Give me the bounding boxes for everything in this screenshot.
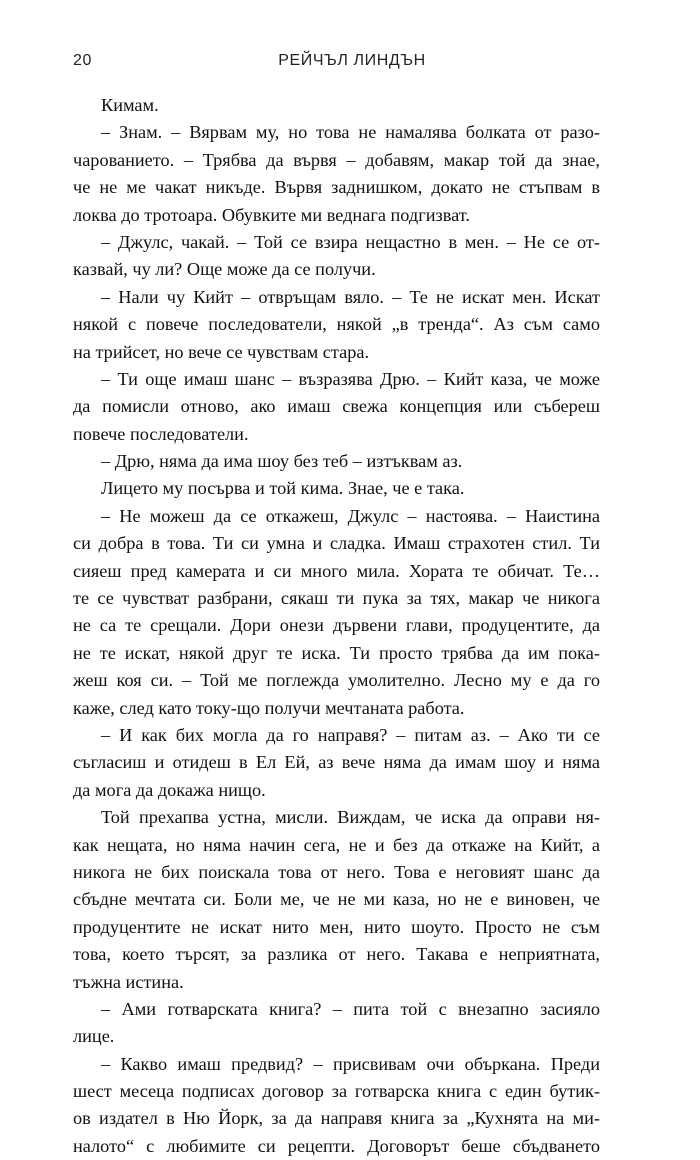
text-line: жеш коя си. – Той ме поглежда умолително. Лесно му е да го bbox=[73, 670, 600, 691]
text-line: – Ами готварската книга? – пита той с внезапно засияло bbox=[101, 998, 600, 1019]
text-line: никога не бих поискала това от него. Това е неговият шанс да bbox=[73, 861, 600, 882]
text-line: лице. bbox=[73, 1026, 115, 1047]
text-line: продуцентите не искат нито мен, нито шоуто. Просто не съм bbox=[73, 916, 600, 937]
text-line: – Какво имаш предвид? – присвивам очи объркана. Преди bbox=[101, 1053, 600, 1074]
running-head-author: РЕЙЧЪЛ ЛИНДЪН bbox=[278, 52, 426, 69]
text-line: тъжна истина. bbox=[73, 971, 184, 992]
text-line: – И как бих могла да го направя? – питам аз. – Ако ти се bbox=[101, 724, 600, 745]
page-number: 20 bbox=[73, 52, 92, 69]
text-line: Кимам. bbox=[101, 95, 159, 115]
text-line: – Дрю, няма да има шоу без теб – изтъквам аз. bbox=[101, 451, 463, 472]
text-line: че не ме чакат никъде. Вървя заднишком, докато не стъпвам в bbox=[73, 177, 600, 198]
text-line: съгласиш и отидеш в Ел Ей, аз вече няма да имам шоу и няма bbox=[73, 752, 600, 773]
text-line: сияеш пред камерата и си много мила. Хората те обичат. Те… bbox=[73, 560, 600, 581]
text-line: как нещата, но няма начин сега, не и без да откаже на Кийт, а bbox=[73, 834, 600, 855]
text-line: това, което търсят, за разлика от него. Такава е неприятната, bbox=[73, 944, 600, 965]
text-line: шест месеца подписах договор за готварска книга с един бутик- bbox=[73, 1081, 600, 1102]
text-line: те се чувстват разбрани, сякаш ти пука за тях, макар че никога bbox=[73, 588, 600, 609]
text-line: чарованието. – Трябва да вървя – добавям, макар той да знае, bbox=[73, 149, 600, 170]
text-line: да мога да докажа нищо. bbox=[73, 779, 266, 800]
text-line: каже, след като току-що получи мечтаната работа. bbox=[73, 697, 465, 718]
text-line: повече последователи. bbox=[73, 423, 249, 444]
text-line: – Ти още имаш шанс – възразява Дрю. – Кийт каза, че може bbox=[101, 368, 600, 389]
body-text bbox=[73, 92, 600, 1160]
text-line: – Не можеш да се откажеш, Джулс – настоява. – Наистина bbox=[101, 505, 600, 526]
text-line: не те искат, някой друг те иска. Ти просто трябва да им пока- bbox=[73, 642, 600, 663]
text-line: казвай, чу ли? Още може да се получи. bbox=[73, 259, 376, 280]
text-line: да помисли отново, ако имаш свежа концепция или събереш bbox=[73, 396, 600, 417]
text-line: – Нали чу Кийт – отвръщам вяло. – Те не искат мен. Искат bbox=[101, 286, 600, 307]
text-line: ов издател в Ню Йорк, за да направя книга за „Кухнята на ми- bbox=[73, 1108, 600, 1129]
text-line: сбъдне мечтата си. Боли ме, че не ми каза, но не е виновен, че bbox=[73, 889, 600, 910]
text-line: си добра в това. Ти си умна и сладка. Имаш страхотен стил. Ти bbox=[73, 533, 600, 554]
text-line: Лицето му посърва и той кима. Знае, че е така. bbox=[101, 478, 465, 499]
text-line: – Знам. – Вярвам му, но това не намалява болката от разо- bbox=[101, 122, 600, 143]
text-line: локва до тротоара. Обувките ми веднага подгизват. bbox=[73, 204, 470, 225]
text-line: на трийсет, но вече се чувствам стара. bbox=[73, 341, 370, 362]
text-line: някой с повече последователи, някой „в тренда“. Аз съм само bbox=[73, 314, 600, 335]
text-line: не са те срещали. Дори онези дървени глави, продуцентите, да bbox=[73, 615, 600, 636]
page-header bbox=[73, 52, 601, 76]
text-line: налото“ с любимите си рецепти. Договорът беше сбъдването bbox=[73, 1135, 600, 1156]
text-line: – Джулс, чакай. – Той се взира нещастно в мен. – Не се от- bbox=[101, 231, 600, 252]
text-line: Той прехапва устна, мисли. Виждам, че иска да оправи ня- bbox=[101, 807, 600, 828]
